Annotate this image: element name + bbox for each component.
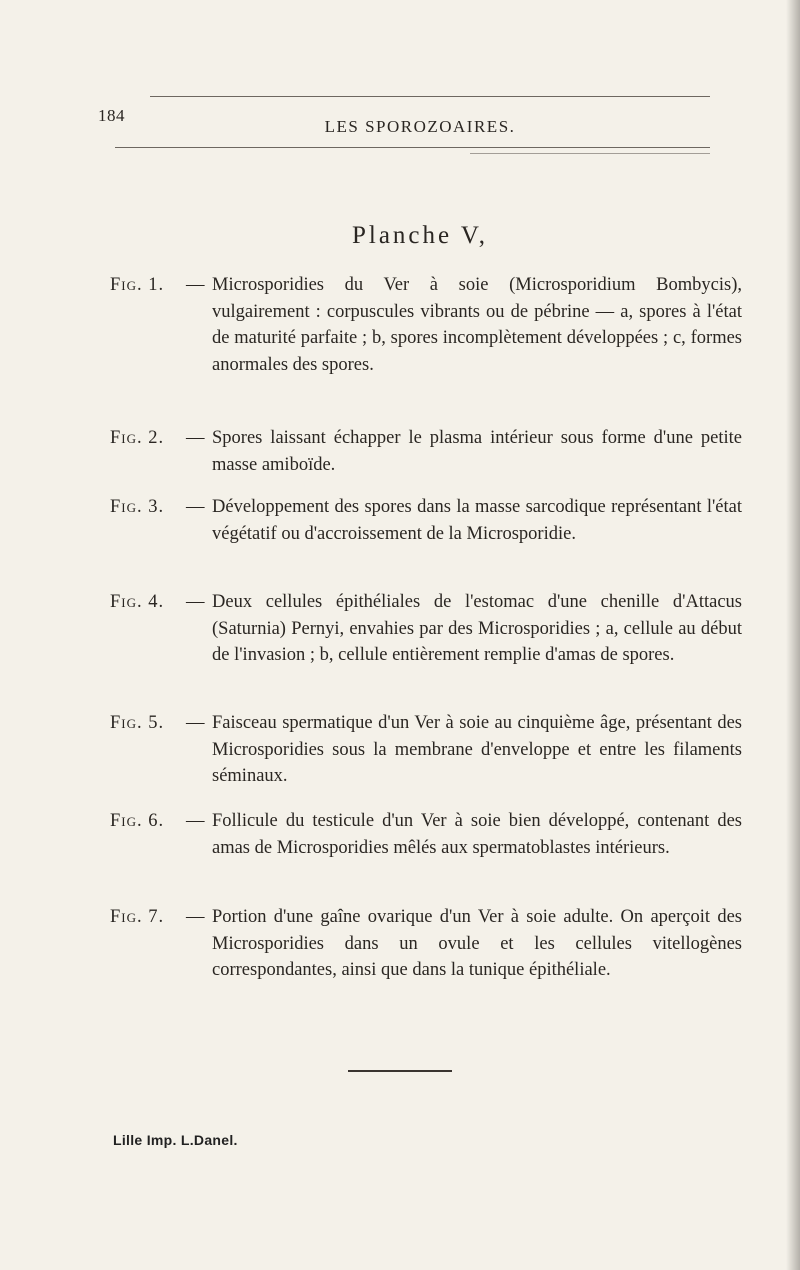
plate-title: Planche V, (351, 222, 489, 249)
figure-label: Fig. 3. (110, 497, 165, 517)
figure-caption: Spores laissant échapper le plasma intérieur sous forme d'une petite masse amiboïde. (212, 428, 742, 475)
figure-label: Fig. 5. (110, 713, 165, 733)
figure-label: Fig. 2. (110, 428, 165, 448)
figure-dash: — (186, 497, 205, 517)
running-head: LES SPOROZOAIRES. (324, 117, 516, 136)
figure-dash: — (186, 428, 205, 448)
figure-dash: — (186, 275, 205, 295)
end-rule (348, 1070, 452, 1072)
figure-caption: Développement des spores dans la masse sarcodique représentant l'état végétatif ou d'accroissement de la Microsporidie. (212, 497, 742, 544)
figure-label: Fig. 1. (110, 275, 165, 295)
header-rule-secondary (470, 153, 710, 154)
figure-dash: — (186, 713, 205, 733)
figure-caption: Microsporidies du Ver à soie (Microsporidium Bombycis), vulgairement : corpuscules vibrants ou de pébrine — a, spores à l'état de maturité parfaite ; b, spores incomplètement développées ; c, formes anormales des spores. (212, 275, 742, 375)
figure-dash: — (186, 811, 205, 831)
figure-dash: — (186, 907, 205, 927)
figure-caption: Deux cellules épithéliales de l'estomac d'une chenille d'Attacus (Saturnia) Pernyi, envahies par des Microsporidies ; a, cellule au début de l'invasion ; b, cellule entièrement remplie d'amas de spores. (212, 592, 742, 665)
figure-label: Fig. 7. (110, 907, 165, 927)
figure-label: Fig. 6. (110, 811, 165, 831)
figure-caption: Follicule du testicule d'un Ver à soie bien développé, contenant des amas de Microsporidies mêlés aux spermatoblastes intérieurs. (212, 811, 742, 858)
figure-caption: Portion d'une gaîne ovarique d'un Ver à soie adulte. On aperçoit des Microsporidies dans un ovule et les cellules vitellogènes correspondantes, ainsi que dans la tunique épithéliale. (212, 907, 742, 980)
page-number: 184 (98, 106, 125, 125)
figure-caption: Faisceau spermatique d'un Ver à soie au cinquième âge, présentant des Microsporidies sous la membrane d'enveloppe et entre les filaments séminaux. (212, 713, 742, 786)
figure-label: Fig. 4. (110, 592, 165, 612)
header-rule (115, 147, 710, 148)
page-edge-shadow (786, 0, 800, 1270)
top-rule (150, 96, 710, 97)
printer-mark: Lille Imp. L.Danel. (113, 1132, 238, 1148)
figure-dash: — (186, 592, 205, 612)
